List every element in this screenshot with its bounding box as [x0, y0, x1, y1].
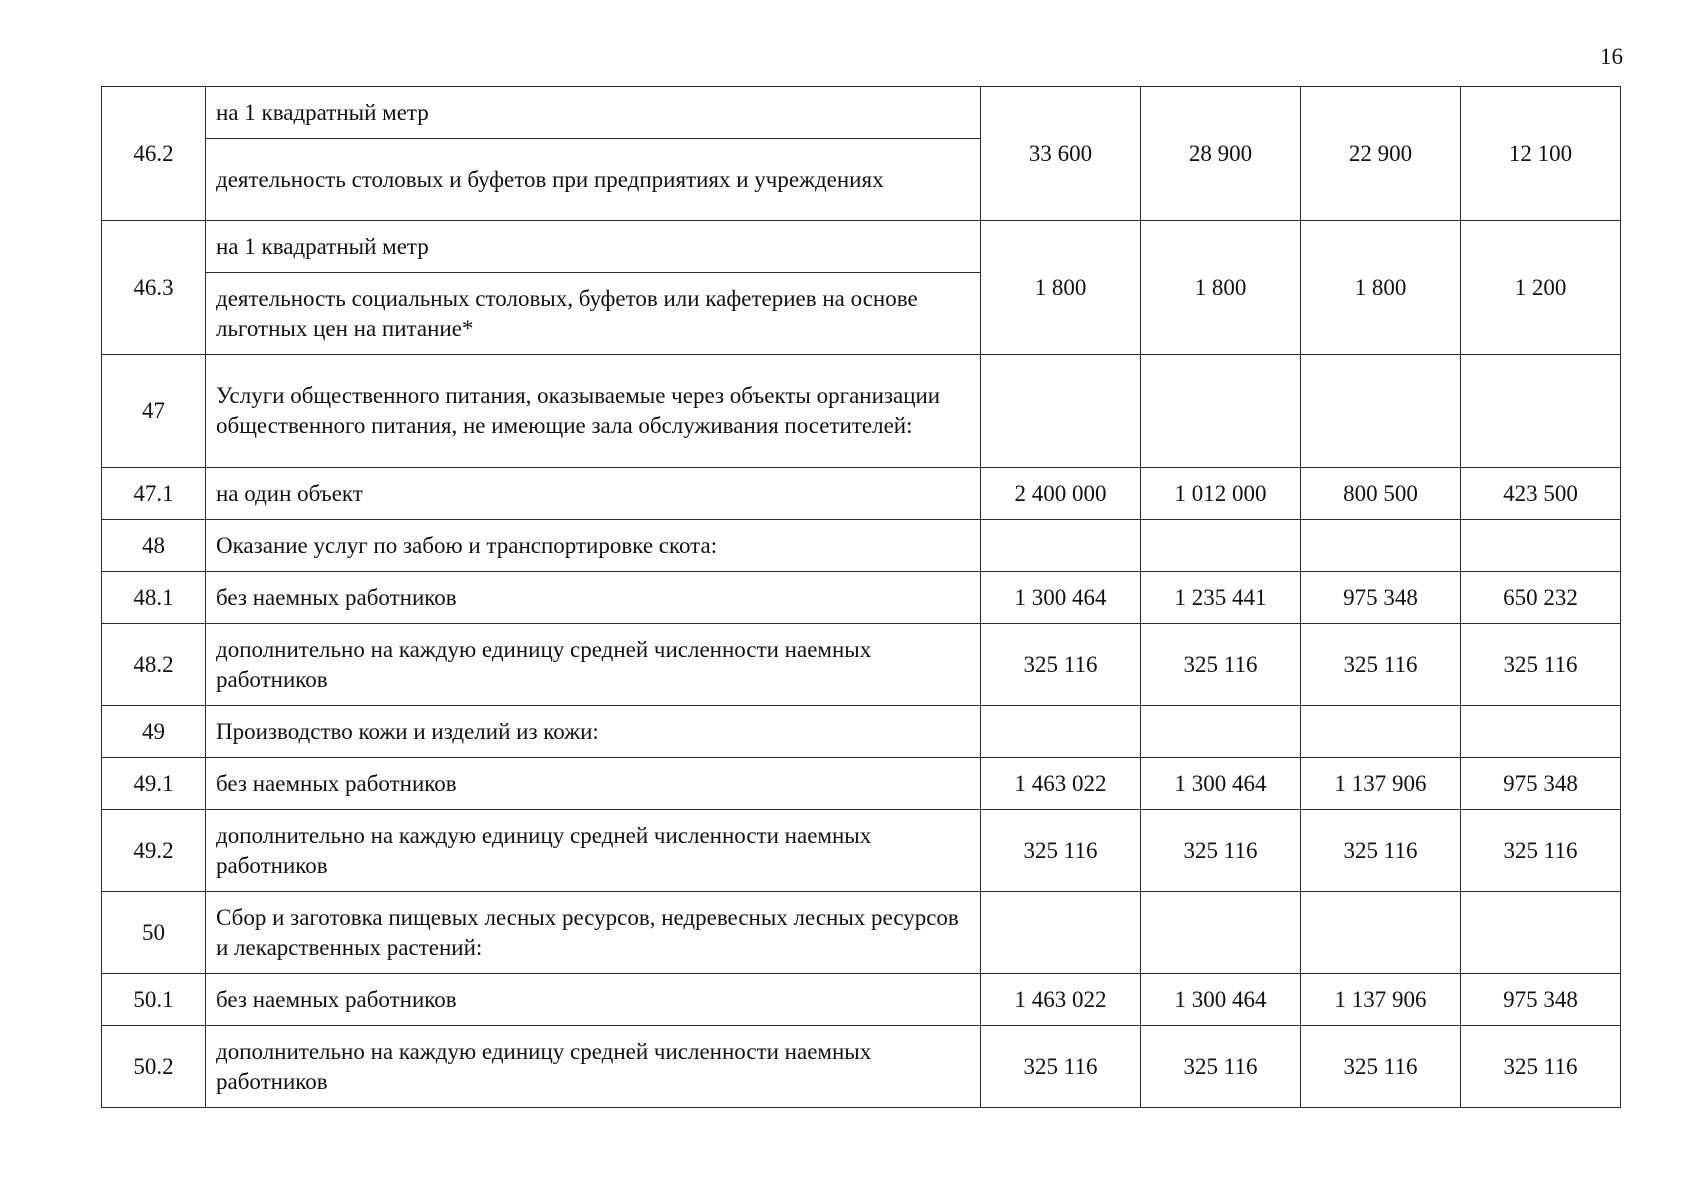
row-description: Оказание услуг по забою и транспортировке скота: — [206, 520, 981, 572]
value-cell: 975 348 — [1461, 758, 1621, 810]
value-cell: 1 463 022 — [981, 758, 1141, 810]
value-cell: 2 400 000 — [981, 468, 1141, 520]
value-cell: 1 012 000 — [1141, 468, 1301, 520]
table-row — [102, 624, 1621, 706]
value-cell: 325 116 — [1461, 1026, 1621, 1108]
value-cell: 1 800 — [1141, 221, 1301, 355]
value-cell — [981, 706, 1141, 758]
row-description: дополнительно на каждую единицу средней численности наемных работников — [206, 624, 981, 706]
row-unit: на 1 квадратный метр — [206, 87, 981, 139]
value-cell: 1 800 — [981, 221, 1141, 355]
value-cell — [1301, 520, 1461, 572]
value-cell — [1141, 706, 1301, 758]
row-number: 49.2 — [102, 810, 206, 892]
row-description: деятельность столовых и буфетов при предприятиях и учреждениях — [206, 139, 981, 221]
row-description: дополнительно на каждую единицу средней численности наемных работников — [206, 1026, 981, 1108]
value-cell: 325 116 — [1461, 624, 1621, 706]
row-number: 50.1 — [102, 974, 206, 1026]
row-number: 48 — [102, 520, 206, 572]
value-cell: 33 600 — [981, 87, 1141, 221]
value-cell: 1 137 906 — [1301, 758, 1461, 810]
value-cell — [1141, 520, 1301, 572]
value-cell: 1 200 — [1461, 221, 1621, 355]
value-cell — [1461, 892, 1621, 974]
table-row — [102, 974, 1621, 1026]
value-cell: 325 116 — [981, 810, 1141, 892]
value-cell: 1 300 464 — [1141, 758, 1301, 810]
table-row — [102, 221, 1621, 273]
table-row — [102, 892, 1621, 974]
value-cell: 325 116 — [981, 1026, 1141, 1108]
value-cell: 325 116 — [1301, 1026, 1461, 1108]
value-cell: 325 116 — [1141, 1026, 1301, 1108]
value-cell: 325 116 — [1141, 810, 1301, 892]
value-cell — [981, 892, 1141, 974]
value-cell — [1461, 355, 1621, 468]
row-number: 48.2 — [102, 624, 206, 706]
row-description: Сбор и заготовка пищевых лесных ресурсов, недревесных лесных ресурсов и лекарственных растений: — [206, 892, 981, 974]
tariff-table — [101, 86, 1621, 1108]
value-cell — [1301, 892, 1461, 974]
row-number: 47.1 — [102, 468, 206, 520]
value-cell — [1461, 706, 1621, 758]
value-cell — [981, 520, 1141, 572]
row-description: без наемных работников — [206, 974, 981, 1026]
table-row — [102, 706, 1621, 758]
table-row — [102, 572, 1621, 624]
row-description: без наемных работников — [206, 572, 981, 624]
table-row — [102, 1026, 1621, 1108]
value-cell — [1301, 706, 1461, 758]
row-number: 50 — [102, 892, 206, 974]
table-row — [102, 468, 1621, 520]
value-cell: 1 300 464 — [981, 572, 1141, 624]
row-number: 50.2 — [102, 1026, 206, 1108]
value-cell — [1141, 892, 1301, 974]
table-row — [102, 355, 1621, 468]
value-cell: 650 232 — [1461, 572, 1621, 624]
value-cell: 1 800 — [1301, 221, 1461, 355]
row-description: на один объект — [206, 468, 981, 520]
value-cell: 423 500 — [1461, 468, 1621, 520]
value-cell — [1141, 355, 1301, 468]
value-cell: 975 348 — [1301, 572, 1461, 624]
row-unit: на 1 квадратный метр — [206, 221, 981, 273]
value-cell: 325 116 — [981, 624, 1141, 706]
value-cell — [1301, 355, 1461, 468]
value-cell: 1 137 906 — [1301, 974, 1461, 1026]
page-number: 16 — [1600, 44, 1623, 69]
value-cell: 22 900 — [1301, 87, 1461, 221]
value-cell: 325 116 — [1461, 810, 1621, 892]
value-cell: 12 100 — [1461, 87, 1621, 221]
row-number: 49.1 — [102, 758, 206, 810]
value-cell: 1 300 464 — [1141, 974, 1301, 1026]
value-cell — [1461, 520, 1621, 572]
value-cell: 325 116 — [1301, 810, 1461, 892]
value-cell: 325 116 — [1301, 624, 1461, 706]
row-number: 48.1 — [102, 572, 206, 624]
row-number: 46.3 — [102, 221, 206, 355]
value-cell: 325 116 — [1141, 624, 1301, 706]
row-number: 49 — [102, 706, 206, 758]
row-number: 47 — [102, 355, 206, 468]
value-cell: 800 500 — [1301, 468, 1461, 520]
row-description: дополнительно на каждую единицу средней численности наемных работников — [206, 810, 981, 892]
row-description: Услуги общественного питания, оказываемые через объекты организации общественного питания, не имеющие зала обслуживания посетителей: — [206, 355, 981, 468]
row-description: без наемных работников — [206, 758, 981, 810]
table-row — [102, 810, 1621, 892]
value-cell: 1 235 441 — [1141, 572, 1301, 624]
row-description: деятельность социальных столовых, буфетов или кафетериев на основе льготных цен на питание* — [206, 273, 981, 355]
row-description: Производство кожи и изделий из кожи: — [206, 706, 981, 758]
row-number: 46.2 — [102, 87, 206, 221]
value-cell: 1 463 022 — [981, 974, 1141, 1026]
table-row — [102, 87, 1621, 139]
value-cell: 28 900 — [1141, 87, 1301, 221]
table-row — [102, 520, 1621, 572]
value-cell: 975 348 — [1461, 974, 1621, 1026]
table-row — [102, 758, 1621, 810]
value-cell — [981, 355, 1141, 468]
